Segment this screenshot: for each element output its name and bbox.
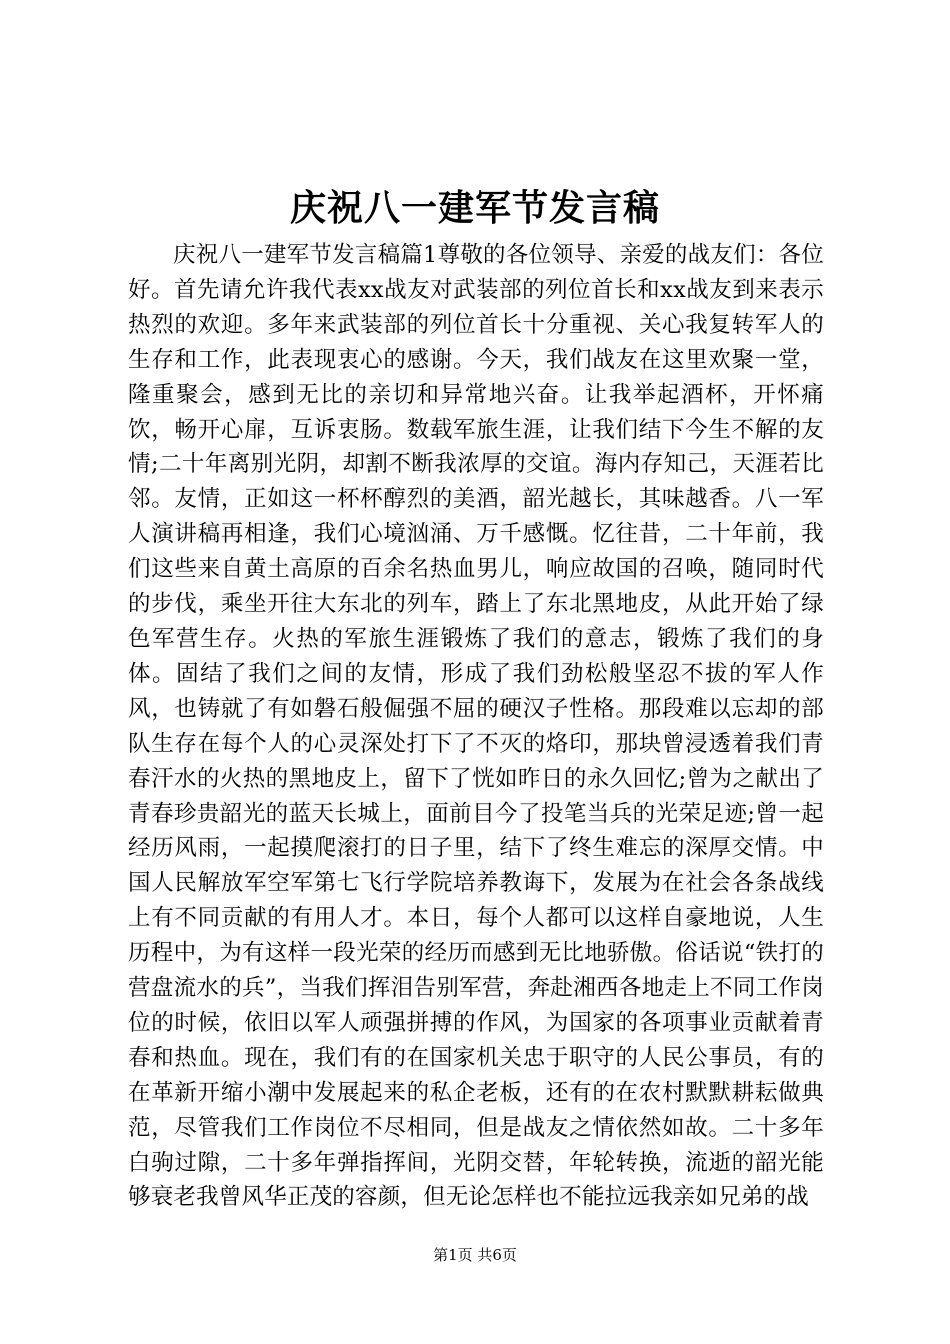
page-number-footer: 第1页 共6页: [433, 1246, 517, 1264]
body-paragraph: 庆祝八一建军节发言稿篇1尊敬的各位领导、亲爱的战友们：各位好。首先请允许我代表xx战友对武装部的列位首长和xx战友到来表示热烈的欢迎。多年来武装部的列位首长十分重视、关心我复转军人的生存和工作，此表现衷心的感谢。今天，我们战友在这里欢聚一堂，隆重聚会，感到无比的亲切和异常地兴奋。让我举起酒杯，开怀痛饮，畅开心扉，互诉衷肠。数载军旅生涯，让我们结下今生不解的友情;二十年离别光阴，却割不断我浓厚的交谊。海内存知己，天涯若比邻。友情，正如这一杯杯醇烈的美酒，韶光越长，其味越香。八一军人演讲稿再相逢，我们心境汹涌、万千感慨。忆往昔，二十年前，我们这些来自黄土高原的百余名热血男儿，响应故国的召唤，随同时代的步伐，乘坐开往大东北的列车，踏上了东北黑地皮，从此开始了绿色军营生存。火热的军旅生涯锻炼了我们的意志，锻炼了我们的身体。固结了我们之间的友情，形成了我们劲松般坚忍不拔的军人作风，也铸就了有如磐石般倔强不屈的硬汉子性格。那段难以忘却的部队生存在每个人的心灵深处打下了不灭的烙印，那块曾浸透着我们青春汗水的火热的黑地皮上，留下了恍如昨日的永久回忆;曾为之献出了青春珍贵韶光的蓝天长城上，面前目今了投笔当兵的光荣足迹;曾一起经历风雨，一起摸爬滚打的日子里，结下了终生难忘的深厚交情。中国人民解放军空军第七飞行学院培养教诲下，发展为在社会各条战线上有不同贡献的有用人才。本日，每个人都可以这样自豪地说，人生历程中，为有这样一段光荣的经历而感到无比地骄傲。俗话说“铁打的营盘流水的兵”，当我们挥泪告别军营，奔赴湘西各地走上不同工作岗位的时候，依旧以军人顽强拼搏的作风，为国家的各项事业贡献着青春和热血。现在，我们有的在国家机关忠于职守的人民公事员，有的在革新开缩小潮中发展起来的私企老板，还有的在农村默默耕耘做典范，尽管我们工作岗位不尽相同，但是战友之情依然如故。二十多年白驹过隙，二十多年弹指挥间，光阴交替，年轮转换，流逝的韶光能够衰老我曾风华正茂的容颜，但无论怎样也不能拉远我亲如兄弟的战: [128, 242, 824, 1211]
document-title: 庆祝八一建军节发言稿: [289, 187, 660, 229]
